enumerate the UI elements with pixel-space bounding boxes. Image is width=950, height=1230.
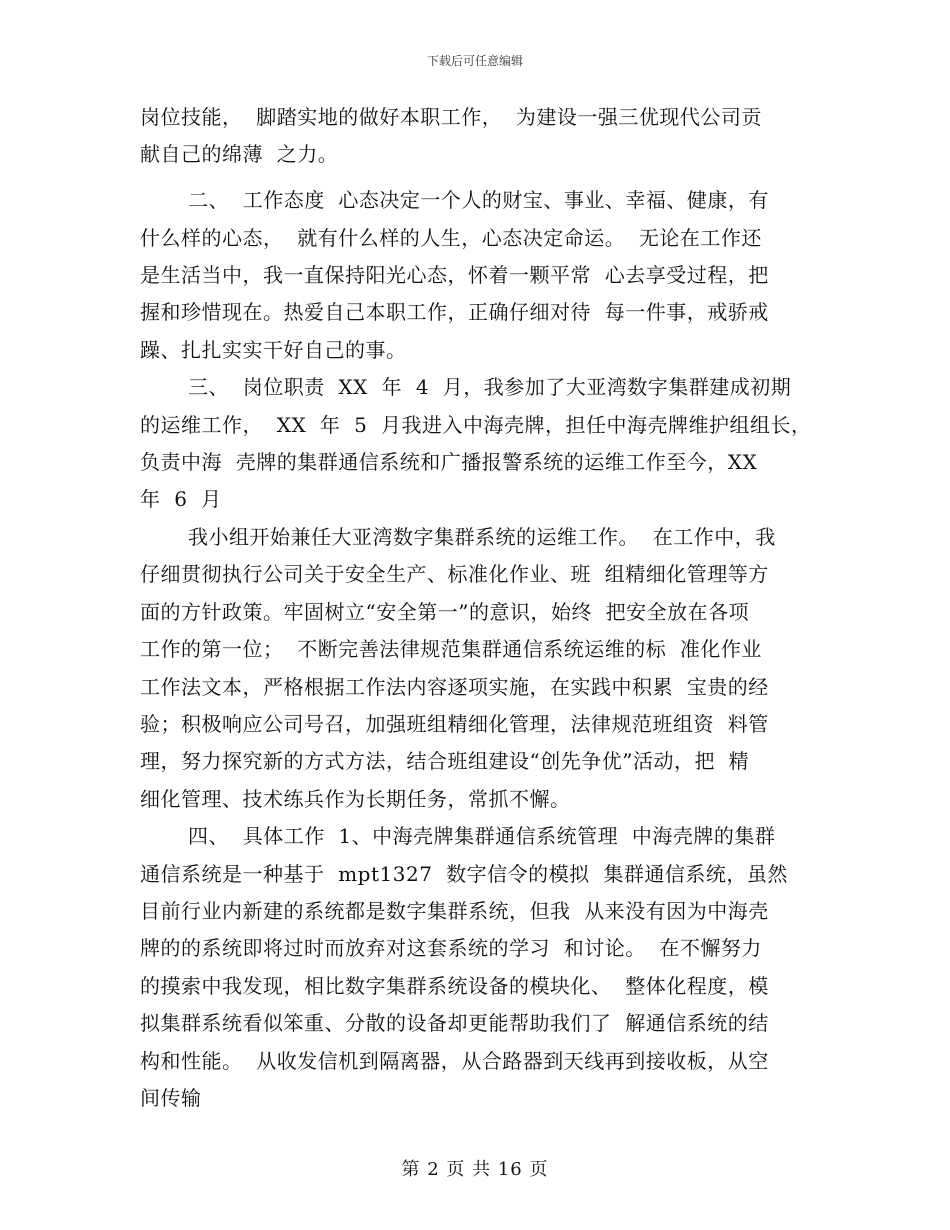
text-line: 四、 具体工作 1、中海壳牌集群通信系统管理 中海壳牌的集群 — [188, 824, 776, 848]
text-line: 面的方针政策。牢固树立“安全第一”的意识，始终 把安全放在各项 — [140, 600, 750, 624]
text-line: 是生活当中，我一直保持阳光心态，怀着一颗平常 心去享受过程，把 — [140, 263, 769, 287]
text-line: 的摸索中我发现，相比数字集群系统设备的模块化、 整体化程度，模 — [140, 974, 769, 998]
text-line: 的运维工作， XX 年 5 月我进入中海壳牌，担任中海壳牌维护组组长， — [140, 413, 812, 437]
text-line: 躁、扎扎实实干好自己的事。 — [140, 338, 407, 362]
text-line: 目前行业内新建的系统都是数字集群系统，但我 从来没有因为中海壳 — [140, 899, 769, 923]
text-line: 构和性能。 从收发信机到隔离器，从合路器到天线再到接收板，从空 — [140, 1049, 769, 1073]
text-line: 工作法文本，严格根据工作法内容逐项实施，在实践中积累 宝贵的经 — [140, 675, 769, 699]
text-line: 什么样的心态， 就有什么样的人生，心态决定命运。 无论在工作还 — [140, 226, 762, 250]
text-line: 握和珍惜现在。热爱自己本职工作，正确仔细对待 每一件事，戒骄戒 — [140, 300, 769, 324]
text-line: 细化管理、技术练兵作为长期任务，常抓不懈。 — [140, 787, 571, 811]
text-line: 三、 岗位职责 XX 年 4 月，我参加了大亚湾数字集群建成初期 — [188, 375, 792, 399]
text-line: 理，努力探究新的方式方法，结合班组建设“创先争优”活动，把 精 — [140, 749, 750, 773]
text-line: 岗位技能， 脚踏实地的做好本职工作， 为建设一强三优现代公司贡 — [140, 105, 762, 129]
text-line: 拟集群系统看似笨重、分散的设备却更能帮助我们了 解通信系统的结 — [140, 1011, 769, 1035]
text-line: 仔细贯彻执行公司关于安全生产、标准化作业、班 组精细化管理等方 — [140, 562, 769, 586]
text-line: 献自己的绵薄 之力。 — [140, 142, 339, 166]
header-note: 下载后可任意编辑 — [426, 54, 523, 68]
text-line: 年 6 月 — [140, 487, 222, 511]
text-line: 验；积极响应公司号召，加强班组精细化管理，法律规范班组资 料管 — [140, 712, 769, 736]
text-line: 工作的第一位； 不断完善法律规范集群通信系统运维的标 准化作业 — [140, 637, 762, 661]
text-line: 牌的的系统即将过时而放弃对这套系统的学习 和讨论。 在不懈努力 — [140, 936, 762, 960]
text-line: 通信系统是一种基于 mpt1327 数字信令的模拟 集群通信系统，虽然 — [140, 862, 788, 886]
text-line: 间传输 — [140, 1086, 202, 1110]
text-line: 二、 工作态度 心态决定一个人的财宝、事业、幸福、健康，有 — [188, 188, 769, 212]
text-line: 我小组开始兼任大亚湾数字集群系统的运维工作。 在工作中，我 — [188, 525, 776, 549]
text-line: 负责中海 壳牌的集群通信系统和广播报警系统的运维工作至今，XX — [140, 450, 758, 474]
page-number-footer: 第 2 页 共 16 页 — [401, 1159, 549, 1180]
